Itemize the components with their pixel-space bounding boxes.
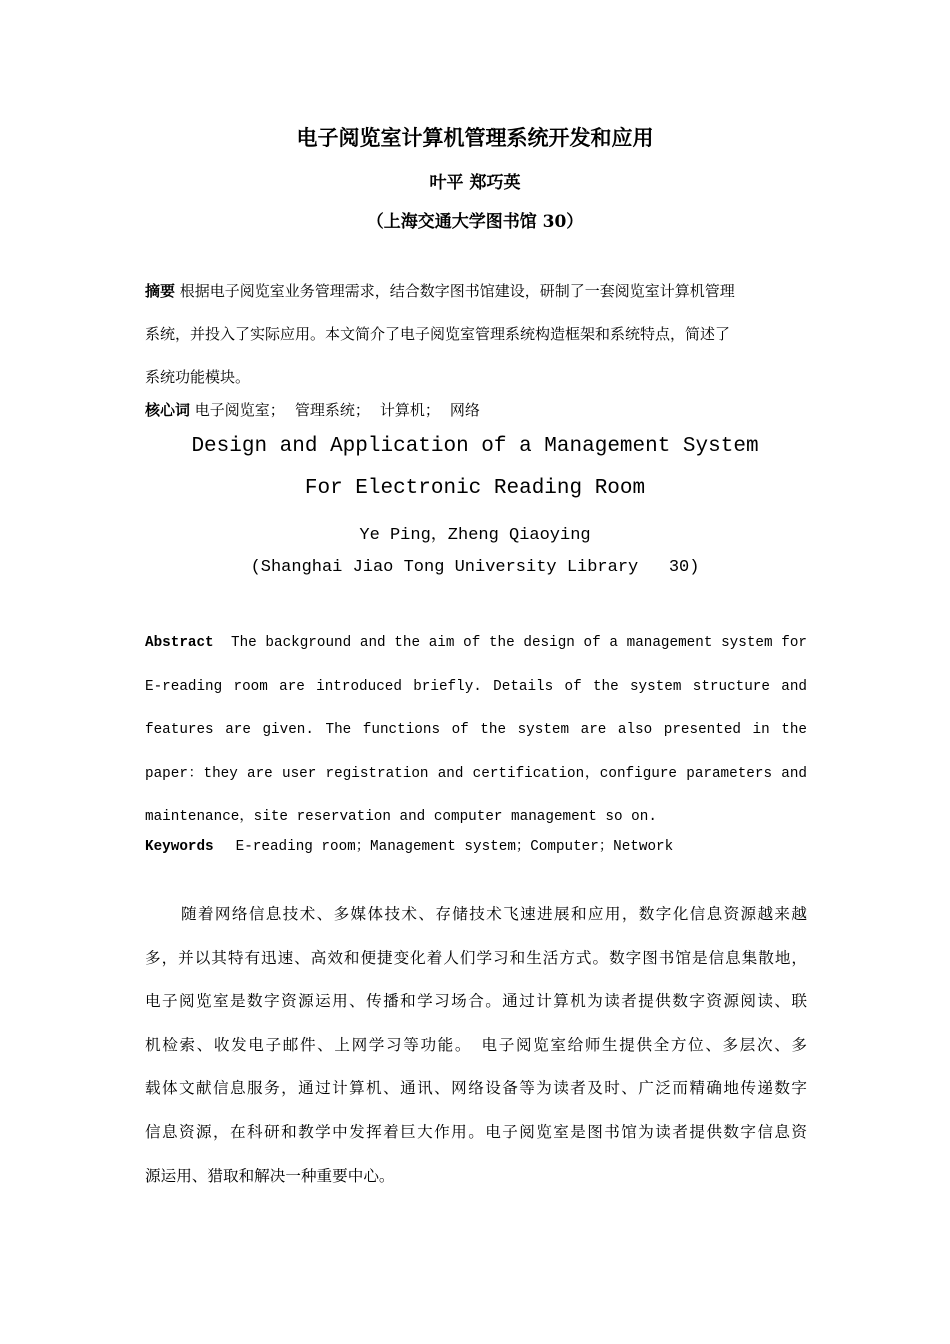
body-line: 源运用、猎取和解决一种重要中心。 — [145, 1166, 395, 1185]
body-line: 电子阅览室是数字资源运用、传播和学习场合。通过计算机为读者提供数字资源阅读、联 — [145, 992, 807, 1011]
abstract-en-label: Abstract — [145, 635, 214, 651]
keywords-en — [145, 834, 807, 860]
abstract-en — [145, 622, 807, 840]
keywords-cn-label: 核心词 — [145, 401, 191, 419]
body-line: 随着网络信息技术、多媒体技术、存储技术飞速进展和应用，数字化信息资源越来越 — [181, 905, 807, 923]
body-line: 机检索、收发电子邮件、上网学习等功能。 电子阅览室给师生提供全方位、多层次、多 — [145, 1035, 807, 1054]
abstract-en-line: E-reading room are introduced briefly. Details of the system structure and — [145, 678, 807, 695]
paper-title-cn: 电子阅览室计算机管理系统开发和应用 — [296, 125, 654, 150]
keyword-item: 计算机； — [379, 401, 440, 419]
affiliation-en: (Shanghai Jiao Tong University Library 30) — [250, 558, 700, 577]
keywords-en-label: Keywords — [145, 839, 214, 855]
abstract-cn-line: 系统功能模块。 — [145, 368, 251, 386]
paper-title-en-line2: For Electronic Reading Room — [304, 477, 646, 500]
authors-en: Ye Ping，Zheng Qiaoying — [359, 526, 591, 545]
body-paragraph — [145, 893, 807, 1198]
keywords-en-text: E-reading room；Management system；Computer；Network — [235, 839, 674, 855]
abstract-en-line: maintenance，site reservation and computer management so on. — [145, 809, 657, 826]
body-line: 载体文献信息服务，通过计算机、通讯、网络设备等为读者及时、广泛而精确地传递数字 — [145, 1079, 807, 1098]
keywords-cn — [145, 396, 807, 424]
abstract-en-line: features are given. The functions of the system are also presented in the — [145, 722, 807, 739]
authors-cn: 叶平 郑巧英 — [429, 173, 521, 193]
affiliation-cn: （上海交通大学图书馆 30） — [366, 212, 584, 232]
body-line: 信息资源，在科研和教学中发挥着巨大作用。电子阅览室是图书馆为读者提供数字信息资 — [145, 1122, 807, 1141]
abstract-cn-line: 系统，并投入了实际应用。本文简介了电子阅览室管理系统构造框架和系统特点，简述了 — [145, 325, 731, 343]
abstract-en-line: Abstract The background and the aim of the design of a management system for — [145, 635, 807, 651]
abstract-cn-line: 摘要 根据电子阅览室业务管理需求，结合数字图书馆建设，研制了一套阅览室计算机管理 — [145, 282, 735, 300]
body-line: 多，并以其特有迅速、高效和便捷变化着人们学习和生活方式。数字图书馆是信息集散地， — [145, 948, 807, 967]
keyword-item: 网络 — [449, 401, 480, 419]
keyword-item: 电子阅览室； — [194, 401, 285, 419]
abstract-en-line: paper：they are user registration and certification，configure parameters and — [145, 765, 807, 782]
abstract-cn-label: 摘要 — [145, 282, 176, 300]
abstract-cn — [145, 270, 807, 399]
paper-title-en-line1: Design and Application of a Management System — [191, 435, 759, 458]
keyword-item: 管理系统； — [294, 401, 370, 419]
